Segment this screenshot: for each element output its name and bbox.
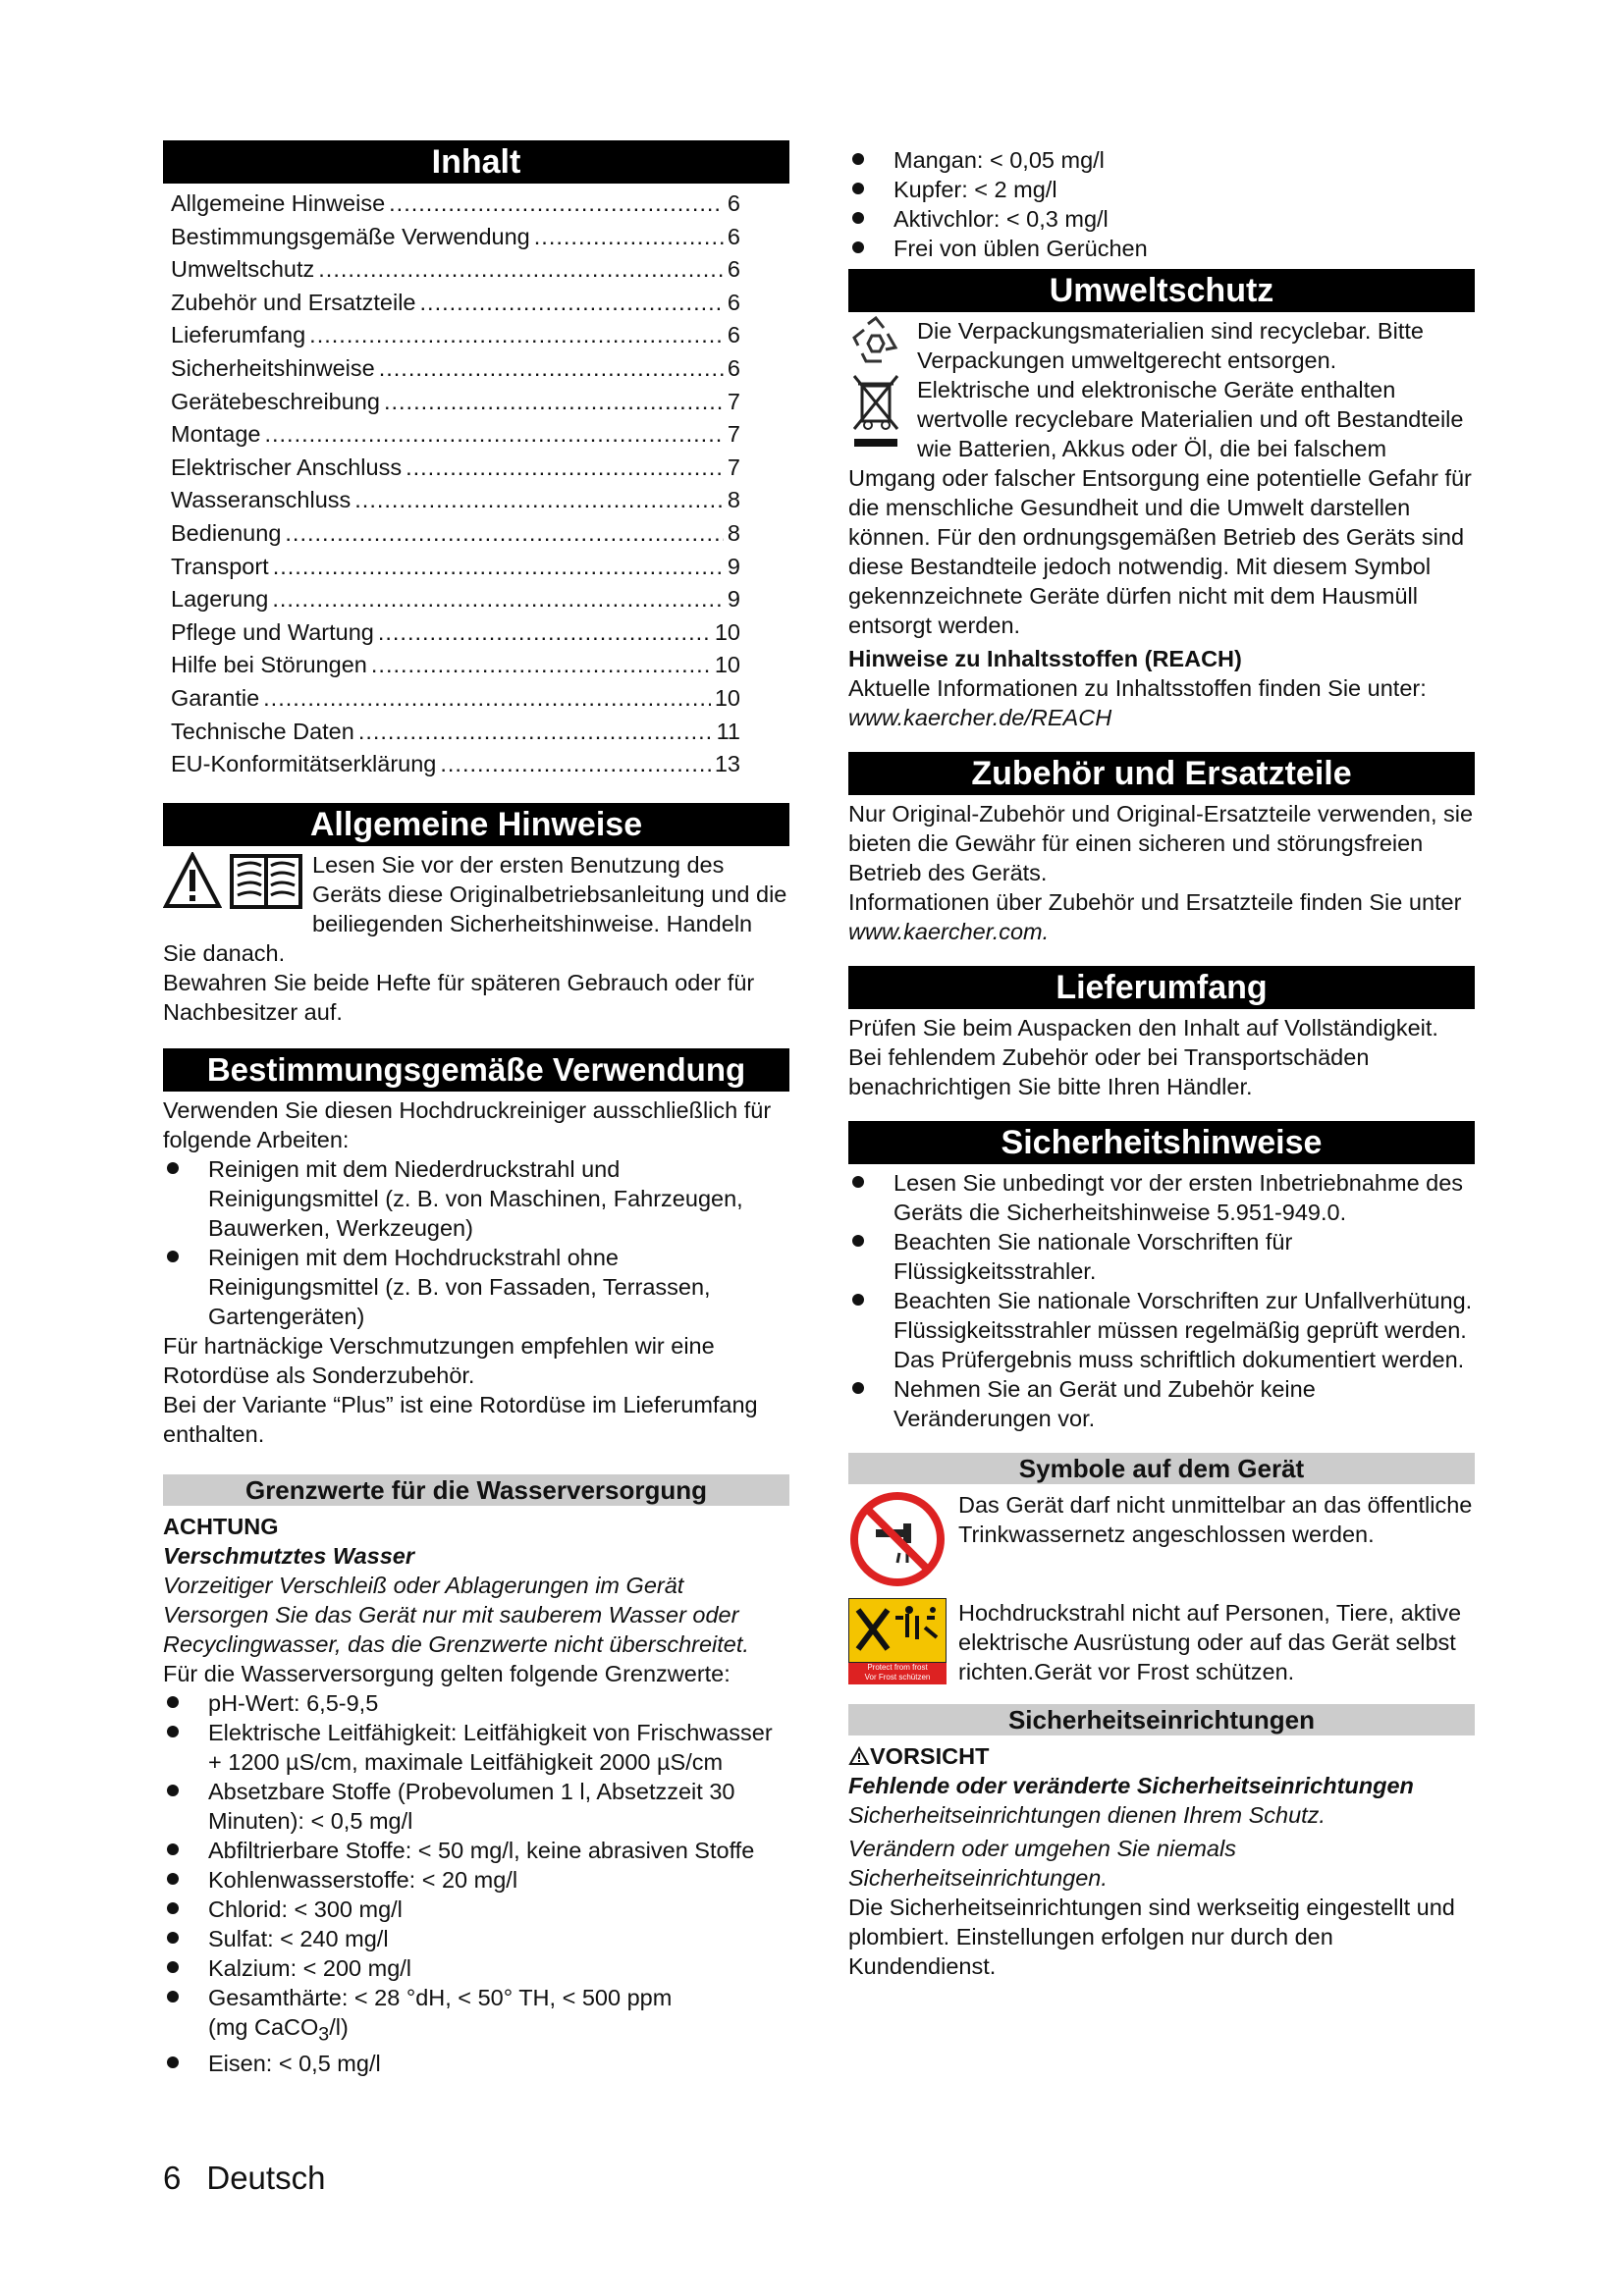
toc-entry-page: 10 <box>714 684 740 711</box>
list-item: pH-Wert: 6,5-9,5 <box>163 1688 789 1718</box>
toc-entry-title: Zubehör und Ersatzteile <box>171 289 416 315</box>
verwendung-p1: Für hartnäckige Verschmutzungen empfehlen wir eine Rotordüse als Sonderzubehör. <box>163 1332 715 1388</box>
toc-entry[interactable] <box>171 682 740 716</box>
toc-entry-page: 7 <box>727 388 740 414</box>
frost-label-box <box>848 1663 947 1684</box>
list-item: Aktivchlor: < 0,3 mg/l <box>848 204 1475 234</box>
toc-entry-page: 6 <box>727 354 740 381</box>
reach-link[interactable]: www.kaercher.de/REACH <box>848 705 1112 730</box>
vorsicht-label <box>848 1741 1475 1771</box>
toc-entry-title: Lagerung <box>171 586 269 613</box>
reach-text: Aktuelle Informationen zu Inhaltsstoffen finden Sie unter: <box>848 675 1427 701</box>
toc-entry-title: Wasseranschluss <box>171 487 352 513</box>
zubehoer-link[interactable]: www.kaercher.com. <box>848 919 1050 944</box>
toc-leader-dots <box>420 287 724 320</box>
einrichtungen-p1: Die Sicherheitseinrichtungen sind werkseitig eingestellt und plombiert. Einstellungen erfolgen nur durch den Kundendienst. <box>848 1895 1455 1979</box>
toc-leader-dots <box>354 484 724 517</box>
grenzwerte-warn-text: Vorzeitiger Verschleiß oder Ablagerungen im Gerät <box>163 1572 684 1598</box>
einrichtungen-warn-title: Fehlende oder veränderte Sicherheitseinrichtungen <box>848 1773 1414 1798</box>
zubehoer-p2: Informationen über Zubehör und Ersatzteile finden Sie unter <box>848 889 1462 915</box>
grenzwerte-list-continued <box>848 145 1475 263</box>
toc-entry-title: Elektrischer Anschluss <box>171 454 403 480</box>
toc-entry-title: Hilfe bei Störungen <box>171 652 367 678</box>
list-item: Absetzbare Stoffe (Probevolumen 1 l, Absetzzeit 30 Minuten): < 0,5 mg/l <box>163 1777 789 1836</box>
toc-list <box>163 187 789 781</box>
toc-leader-dots <box>440 748 711 781</box>
toc-entry[interactable] <box>171 583 740 616</box>
toc-entry[interactable] <box>171 253 740 287</box>
zubehoer-p1: Nur Original-Zubehör und Original-Ersatzteile verwenden, sie bieten die Gewähr für einen sicheren und störungsfreien Betrieb des Geräts. <box>848 801 1474 885</box>
toc-entry-title: Transport <box>171 553 269 579</box>
toc-leader-dots <box>378 616 711 650</box>
umwelt-icons <box>848 316 909 455</box>
haerte-unit-sub: 3 <box>318 2023 330 2046</box>
toc-entry[interactable] <box>171 319 740 352</box>
toc-leader-dots <box>379 352 724 386</box>
toc-entry-title: Lieferumfang <box>171 322 306 348</box>
toc-leader-dots <box>389 187 724 221</box>
caution-triangle-icon <box>848 1746 870 1766</box>
toc-leader-dots <box>273 551 724 584</box>
toc-leader-dots <box>272 583 724 616</box>
frost-label-de: Vor Frost schützen <box>864 1673 931 1682</box>
haerte-unit-post: /l) <box>329 2013 349 2040</box>
toc-leader-dots <box>264 418 723 452</box>
allgemein-icons <box>163 852 304 911</box>
symbol-1-text: Das Gerät darf nicht unmittelbar an das öffentliche Trinkwassernetz angeschlossen werden. <box>958 1492 1473 1547</box>
lieferumfang-heading: Lieferumfang <box>848 966 1475 1009</box>
toc-entry-title: Umweltschutz <box>171 256 315 283</box>
list-item: Reinigen mit dem Hochdruckstrahl ohne Reinigungsmittel (z. B. von Fassaden, Terrassen, Gartengeräten) <box>163 1243 789 1331</box>
toc-entry[interactable] <box>171 551 740 584</box>
right-column <box>848 145 1475 1981</box>
verwendung-p2: Bei der Variante “Plus” ist eine Rotordüse im Lieferumfang enthalten. <box>163 1391 758 1447</box>
toc-entry-page: 8 <box>727 487 740 513</box>
toc-entry-page: 11 <box>716 718 740 744</box>
umwelt-p2: Elektrische und elektronische Geräte enthalten wertvolle recyclebare Materialien und oft Bestandteile wie Batterien, Akkus oder Öl, die bei falschem Umgang oder falscher Entsorgung eine potentielle Gefahr für die menschliche Gesundheit und die Umwelt darstellen können. Für den ordnungsgemäßen Betrieb des Geräts sind diese Bestandteile jedoch notwendig. Mit diesem Symbol gekennzeichnete Geräte dürfen nicht mit dem Hausmüll entsorgt werden. <box>848 377 1472 638</box>
toc-entry[interactable] <box>171 716 740 749</box>
symbole-heading: Symbole auf dem Gerät <box>848 1453 1475 1484</box>
toc-leader-dots <box>371 649 711 682</box>
achtung-label: ACHTUNG <box>163 1513 279 1539</box>
toc-entry-title: Sicherheitshinweise <box>171 354 375 381</box>
toc-leader-dots <box>263 682 711 716</box>
allgemein-p2: Bewahren Sie beide Hefte für späteren Gebrauch oder für Nachbesitzer auf. <box>163 969 755 1025</box>
manual-book-icon <box>228 852 304 911</box>
toc-entry-page: 6 <box>727 322 740 348</box>
toc-entry-title: Montage <box>171 421 261 448</box>
allgemein-heading: Allgemeine Hinweise <box>163 803 789 846</box>
footer-language: Deutsch <box>206 2160 326 2196</box>
toc-entry[interactable] <box>171 484 740 517</box>
toc-entry-page: 9 <box>727 553 740 579</box>
lieferumfang-p1: Prüfen Sie beim Auspacken den Inhalt auf Vollständigkeit. Bei fehlendem Zubehör oder bei Transportschäden benachrichtigen Sie bitte Ihren Händler. <box>848 1015 1438 1099</box>
toc-entry[interactable] <box>171 517 740 551</box>
toc-entry[interactable] <box>171 187 740 221</box>
toc-leader-dots <box>318 253 724 287</box>
zubehoer-paragraph <box>848 887 1475 946</box>
toc-entry-page: 6 <box>727 256 740 283</box>
left-column <box>163 140 789 2078</box>
toc-entry-page: 10 <box>714 652 740 678</box>
reach-paragraph <box>848 673 1475 732</box>
toc-entry-page: 13 <box>714 751 740 777</box>
toc-entry[interactable] <box>171 616 740 650</box>
list-item: Mangan: < 0,05 mg/l <box>848 145 1475 175</box>
toc-entry-page: 6 <box>727 223 740 249</box>
zubehoer-heading: Zubehör und Ersatzteile <box>848 752 1475 795</box>
verwendung-heading: Bestimmungsgemäße Verwendung <box>163 1048 789 1092</box>
toc-entry-page: 7 <box>727 421 740 448</box>
toc-entry-title: EU-Konformitätserklärung <box>171 751 437 777</box>
toc-leader-dots <box>309 319 724 352</box>
toc-leader-dots <box>285 517 724 551</box>
list-item: Kupfer: < 2 mg/l <box>848 175 1475 204</box>
list-item: Beachten Sie nationale Vorschriften für Flüssigkeitsstrahler. <box>848 1227 1475 1286</box>
umwelt-heading: Umweltschutz <box>848 269 1475 312</box>
spray-warning-icon <box>848 1598 947 1663</box>
toc-entry-page: 8 <box>727 519 740 546</box>
toc-entry-page: 10 <box>714 618 740 645</box>
toc-entry-page: 9 <box>727 586 740 613</box>
list-item: Reinigen mit dem Niederdruckstrahl und Reinigungsmittel (z. B. von Maschinen, Fahrzeugen, Bauwerken, Werkzeugen) <box>163 1154 789 1243</box>
symbol-2-text: Hochdruckstrahl nicht auf Personen, Tiere, aktive elektrische Ausrüstung oder auf das Gerät selbst richten.Gerät vor Frost schützen. <box>958 1600 1462 1684</box>
umwelt-p1: Die Verpackungsmaterialien sind recyclebar. Bitte Verpackungen umweltgerecht entsorgen. <box>917 318 1424 373</box>
warning-triangle-icon <box>163 852 222 909</box>
list-item: Frei von üblen Gerüchen <box>848 234 1475 263</box>
toc-entry-title: Bedienung <box>171 519 282 546</box>
list-item: Kalzium: < 200 mg/l <box>163 1953 789 1983</box>
toc-entry-title: Pflege und Wartung <box>171 618 374 645</box>
list-item: Elektrische Leitfähigkeit: Leitfähigkeit von Frischwasser + 1200 µS/cm, maximale Leitfähigkeit 2000 µS/cm <box>163 1718 789 1777</box>
grenzwerte-intro: Für die Wasserversorgung gelten folgende Grenzwerte: <box>163 1660 731 1686</box>
allgemein-p1: Lesen Sie vor der ersten Benutzung des Geräts diese Originalbetriebsanleitung und die beiliegenden Sicherheitshinweise. Handeln Sie danach. <box>163 851 787 966</box>
toc-entry-page: 6 <box>727 190 740 216</box>
list-item: Beachten Sie nationale Vorschriften zur Unfallverhütung. Flüssigkeitsstrahler müssen regelmäßig geprüft werden. Das Prüfergebnis muss schriftlich dokumentiert werden. <box>848 1286 1475 1374</box>
sicherheit-list <box>848 1168 1475 1433</box>
toc-entry[interactable] <box>171 352 740 386</box>
reach-title: Hinweise zu Inhaltsstoffen (REACH) <box>848 646 1242 671</box>
page-footer <box>163 2160 351 2197</box>
toc-entry-title: Garantie <box>171 684 260 711</box>
grenzwerte-warn-title: Verschmutztes Wasser <box>163 1542 415 1569</box>
grenzwerte-list <box>163 1688 789 2079</box>
toc-entry[interactable] <box>171 221 740 254</box>
einrichtungen-warn-action: Verändern oder umgehen Sie niemals Sicherheitseinrichtungen. <box>848 1836 1236 1891</box>
crossed-bin-icon <box>848 372 903 451</box>
einrichtungen-heading: Sicherheitseinrichtungen <box>848 1704 1475 1735</box>
toc-entry-title: Allgemeine Hinweise <box>171 190 386 216</box>
toc-entry-title: Bestimmungsgemäße Verwendung <box>171 223 530 249</box>
grenzwerte-warn-action: Versorgen Sie das Gerät nur mit sauberem Wasser oder Recyclingwasser, das die Grenzwerte nicht überschreitet. <box>163 1601 749 1657</box>
toc-entry[interactable] <box>171 418 740 452</box>
page-number: 6 <box>163 2160 182 2196</box>
toc-leader-dots <box>358 716 713 749</box>
toc-entry-page: 7 <box>727 454 740 480</box>
toc-entry[interactable] <box>171 287 740 320</box>
list-item: Abfiltrierbare Stoffe: < 50 mg/l, keine abrasiven Stoffe <box>163 1836 789 1865</box>
toc-leader-dots <box>406 452 724 485</box>
allgemein-block <box>163 850 789 968</box>
list-item: Nehmen Sie an Gerät und Zubehör keine Veränderungen vor. <box>848 1374 1475 1433</box>
toc-leader-dots <box>384 386 724 419</box>
list-item-haerte <box>163 1983 789 2050</box>
umwelt-block <box>848 316 1475 640</box>
list-item: Kohlenwasserstoffe: < 20 mg/l <box>163 1865 789 1895</box>
symbol-row-2 <box>848 1598 1475 1686</box>
list-item: Eisen: < 0,5 mg/l <box>163 2049 789 2078</box>
haerte-unit-pre: (mg CaCO <box>208 2013 319 2040</box>
toc-entry-page: 6 <box>727 289 740 315</box>
frost-label-en: Protect from frost <box>867 1663 928 1672</box>
no-drinking-water-icon <box>848 1490 947 1588</box>
verwendung-intro: Verwenden Sie diesen Hochdruckreiniger ausschließlich für folgende Arbeiten: <box>163 1096 772 1152</box>
symbol-row-1 <box>848 1490 1475 1588</box>
toc-entry[interactable] <box>171 452 740 485</box>
toc-entry-title: Gerätebeschreibung <box>171 388 380 414</box>
list-item: Sulfat: < 240 mg/l <box>163 1924 789 1953</box>
vorsicht-text: VORSICHT <box>870 1743 990 1769</box>
recycle-icon <box>848 316 903 367</box>
toc-entry[interactable] <box>171 649 740 682</box>
einrichtungen-warn-text: Sicherheitseinrichtungen dienen Ihrem Schutz. <box>848 1802 1326 1828</box>
toc-heading: Inhalt <box>163 140 789 184</box>
toc-leader-dots <box>534 221 724 254</box>
toc-entry-title: Technische Daten <box>171 718 354 744</box>
no-spray-frost-icon <box>848 1598 947 1684</box>
list-item: Chlorid: < 300 mg/l <box>163 1895 789 1924</box>
verwendung-list <box>163 1154 789 1331</box>
toc-entry[interactable] <box>171 386 740 419</box>
toc-entry[interactable] <box>171 748 740 781</box>
haerte-text: Gesamthärte: < 28 °dH, < 50° TH, < 500 ppm <box>208 1984 673 2010</box>
list-item: Lesen Sie unbedingt vor der ersten Inbetriebnahme des Geräts die Sicherheitshinweise 5.951-949.0. <box>848 1168 1475 1227</box>
sicherheit-heading: Sicherheitshinweise <box>848 1121 1475 1164</box>
grenzwerte-heading: Grenzwerte für die Wasserversorgung <box>163 1474 789 1506</box>
